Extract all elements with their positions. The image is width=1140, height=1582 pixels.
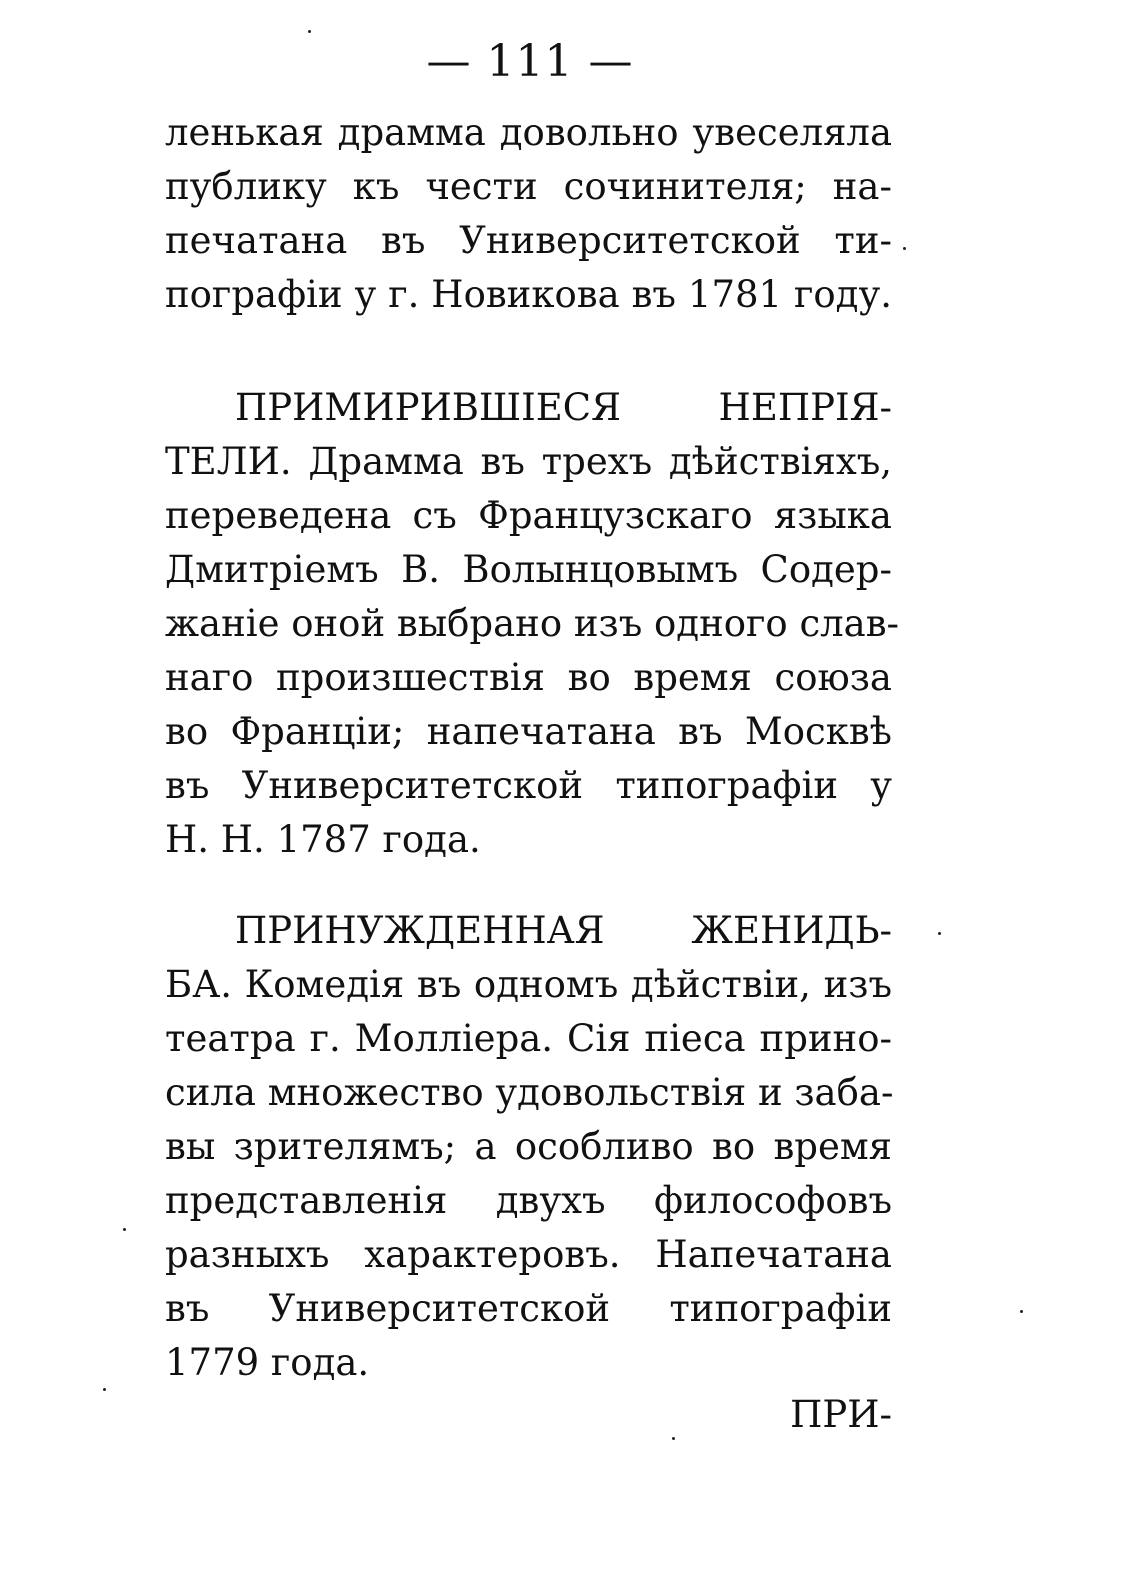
text-line: сила множество удовольствія и заба- (165, 1071, 894, 1114)
text-line: театра г. Молліера. Сія піеса прино- (165, 1017, 892, 1060)
text-line: печатана въ Университетской ти- (165, 219, 892, 262)
text-line: публику къ чести сочинителя; на- (165, 165, 892, 208)
text-line: жаніе оной выбрано изъ одного слав- (165, 602, 900, 645)
catchword: ПРИ- (790, 1393, 892, 1436)
text-line: Дмитріемъ В. Волынцовымъ Содер- (165, 548, 892, 591)
text-line: въ Университетской типографіи (165, 1287, 892, 1330)
text-line: въ Университетской типографіи у (165, 764, 892, 807)
ink-speck (1020, 1310, 1023, 1313)
text-line: пографіи у г. Новикова въ 1781 году. (165, 273, 892, 316)
text-line: ленькая драмма довольно увеселяла (165, 111, 892, 154)
text-line: переведена съ Французскаго языка (165, 494, 892, 537)
text-line: Н. Н. 1787 года. (165, 818, 481, 861)
ink-speck (938, 932, 941, 935)
text-line: БА. Комедія въ одномъ дѣйствіи, изъ (165, 963, 892, 1006)
ink-speck (903, 247, 906, 250)
entry-prinuzhdennaya-zhenidba (165, 904, 892, 1390)
text-line: ТЕЛИ. Драмма въ трехъ дѣйствіяхъ, (165, 440, 892, 483)
page-number: — 111 — (426, 36, 634, 87)
entry-heading-line: ПРИМИРИВШІЕСЯ НЕПРІЯ- (235, 386, 892, 429)
text-line: наго произшествія во время союза (165, 656, 892, 699)
ink-speck (308, 30, 311, 33)
entry-primirivshiesya-nepriyateli (165, 381, 900, 867)
ink-speck (672, 1437, 675, 1440)
text-line: разныхъ характеровъ. Напечатана (165, 1233, 892, 1276)
text-block-continuation (165, 106, 892, 322)
ink-speck (103, 1388, 106, 1391)
text-line: вы зрителямъ; а особливо во время (165, 1125, 892, 1168)
text-line: во Франціи; напечатана въ Москвѣ (165, 710, 892, 753)
ink-speck (123, 1228, 126, 1231)
text-line: представленія двухъ философовъ (165, 1179, 892, 1222)
entry-heading-line: ПРИНУЖДЕННАЯ ЖЕНИДЬ- (235, 909, 892, 952)
text-line: 1779 года. (165, 1341, 370, 1384)
